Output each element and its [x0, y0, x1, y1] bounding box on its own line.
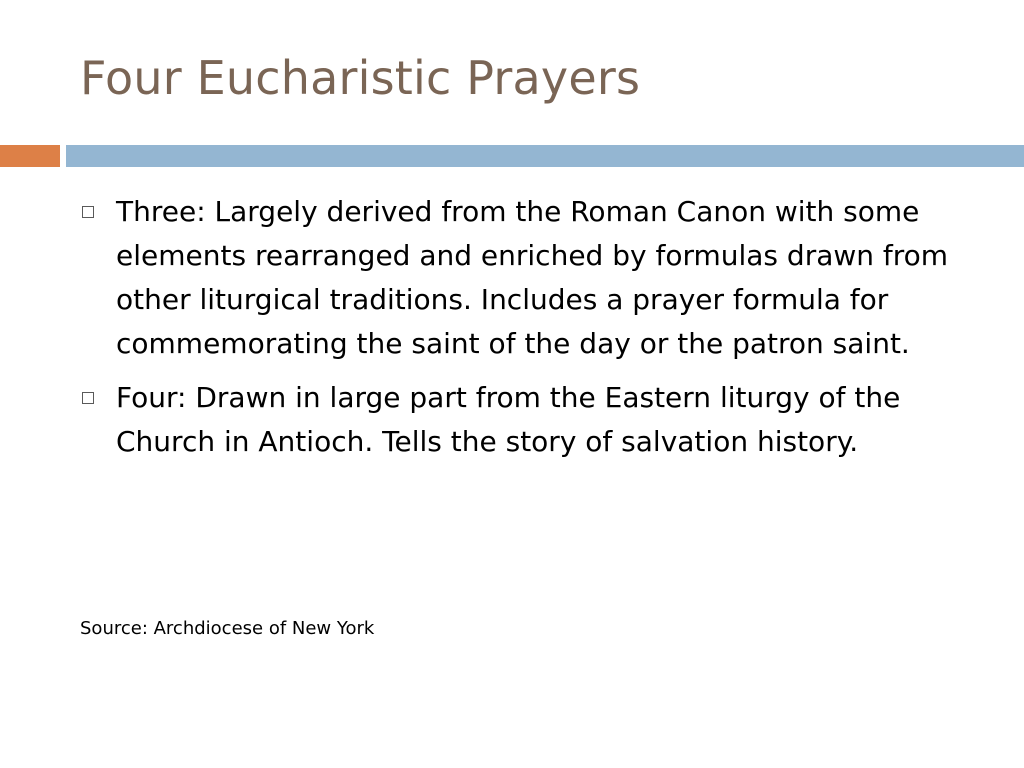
- bullet-item: [80, 190, 960, 366]
- title-rule-bar: [66, 145, 1024, 167]
- title-accent-bar: [0, 145, 60, 167]
- hollow-square-bullet-icon: [82, 392, 94, 404]
- source-note: Source: Archdiocese of New York: [80, 618, 375, 639]
- bullet-text: Three: Largely derived from the Roman Canon with some elements rearranged and enriched by formulas drawn from other liturgical traditions. Includes a prayer formula for commemorating the saint of the day or the patron saint.: [116, 195, 949, 360]
- slide-title: Four Eucharistic Prayers: [80, 51, 641, 105]
- bullet-list: [80, 190, 960, 474]
- bullet-item: [80, 376, 960, 464]
- bullet-text: Four: Drawn in large part from the Eastern liturgy of the Church in Antioch. Tells the story of salvation history.: [116, 381, 901, 458]
- hollow-square-bullet-icon: [82, 206, 94, 218]
